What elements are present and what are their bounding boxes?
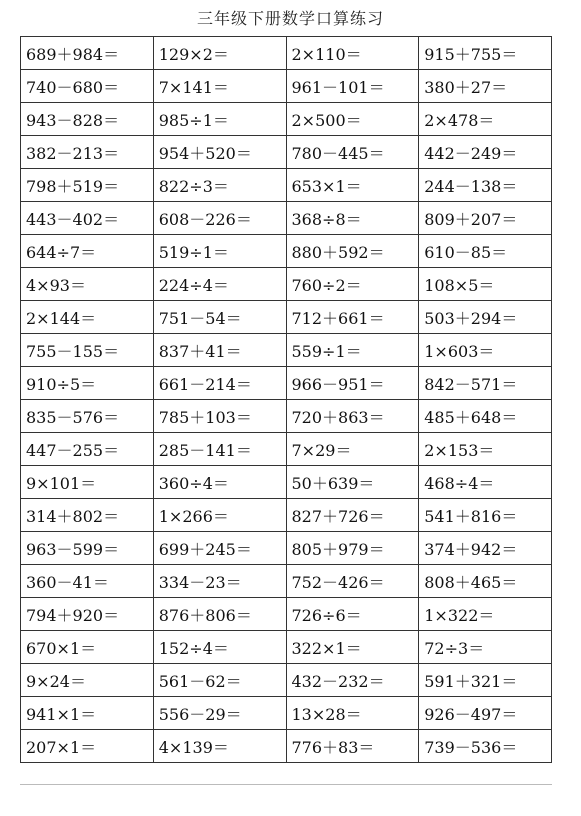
problem-cell: 108×5＝ bbox=[419, 268, 552, 301]
problem-cell: 943－828＝ bbox=[21, 103, 154, 136]
problem-cell: 368÷8＝ bbox=[286, 202, 419, 235]
problem-cell: 2×110＝ bbox=[286, 37, 419, 70]
problem-cell: 910÷5＝ bbox=[21, 367, 154, 400]
problem-cell: 7×141＝ bbox=[153, 70, 286, 103]
problem-cell: 760÷2＝ bbox=[286, 268, 419, 301]
table-row bbox=[21, 103, 552, 136]
problem-cell: 798＋519＝ bbox=[21, 169, 154, 202]
problem-cell: 207×1＝ bbox=[21, 730, 154, 763]
table-row bbox=[21, 334, 552, 367]
problem-cell: 1×322＝ bbox=[419, 598, 552, 631]
table-row bbox=[21, 532, 552, 565]
problem-cell: 7×29＝ bbox=[286, 433, 419, 466]
problem-cell: 785＋103＝ bbox=[153, 400, 286, 433]
page-title: 三年级下册数学口算练习 bbox=[196, 9, 384, 28]
problem-cell: 50＋639＝ bbox=[286, 466, 419, 499]
problem-cell: 519÷1＝ bbox=[153, 235, 286, 268]
problem-cell: 653×1＝ bbox=[286, 169, 419, 202]
problem-cell: 739－536＝ bbox=[419, 730, 552, 763]
problem-cell: 926－497＝ bbox=[419, 697, 552, 730]
bottom-divider bbox=[20, 784, 552, 785]
problem-cell: 805＋979＝ bbox=[286, 532, 419, 565]
problem-cell: 152÷4＝ bbox=[153, 631, 286, 664]
table-row bbox=[21, 598, 552, 631]
problem-cell: 129×2＝ bbox=[153, 37, 286, 70]
table-row bbox=[21, 400, 552, 433]
problem-cell: 689＋984＝ bbox=[21, 37, 154, 70]
problem-cell: 670×1＝ bbox=[21, 631, 154, 664]
problem-cell: 224÷4＝ bbox=[153, 268, 286, 301]
problem-cell: 876＋806＝ bbox=[153, 598, 286, 631]
problem-cell: 966－951＝ bbox=[286, 367, 419, 400]
problem-cell: 961－101＝ bbox=[286, 70, 419, 103]
problem-cell: 822÷3＝ bbox=[153, 169, 286, 202]
problem-cell: 661－214＝ bbox=[153, 367, 286, 400]
table-row bbox=[21, 301, 552, 334]
table-row bbox=[21, 268, 552, 301]
problem-cell: 380＋27＝ bbox=[419, 70, 552, 103]
table-row bbox=[21, 499, 552, 532]
problem-cell: 835－576＝ bbox=[21, 400, 154, 433]
problem-cell: 9×24＝ bbox=[21, 664, 154, 697]
problem-cell: 2×153＝ bbox=[419, 433, 552, 466]
problem-cell: 608－226＝ bbox=[153, 202, 286, 235]
problem-cell: 837＋41＝ bbox=[153, 334, 286, 367]
table-row bbox=[21, 631, 552, 664]
problem-cell: 827＋726＝ bbox=[286, 499, 419, 532]
problem-cell: 556－29＝ bbox=[153, 697, 286, 730]
problem-cell: 591＋321＝ bbox=[419, 664, 552, 697]
problem-cell: 954＋520＝ bbox=[153, 136, 286, 169]
problem-cell: 780－445＝ bbox=[286, 136, 419, 169]
problem-cell: 360÷4＝ bbox=[153, 466, 286, 499]
table-row bbox=[21, 70, 552, 103]
table-row bbox=[21, 697, 552, 730]
problem-cell: 699＋245＝ bbox=[153, 532, 286, 565]
problem-cell: 915＋755＝ bbox=[419, 37, 552, 70]
table-row bbox=[21, 136, 552, 169]
problem-cell: 963－599＝ bbox=[21, 532, 154, 565]
table-row bbox=[21, 730, 552, 763]
problem-cell: 432－232＝ bbox=[286, 664, 419, 697]
problem-cell: 244－138＝ bbox=[419, 169, 552, 202]
problem-cell: 9×101＝ bbox=[21, 466, 154, 499]
problem-cell: 4×93＝ bbox=[21, 268, 154, 301]
table-row bbox=[21, 367, 552, 400]
problem-cell: 794＋920＝ bbox=[21, 598, 154, 631]
problem-cell: 1×603＝ bbox=[419, 334, 552, 367]
problem-cell: 485＋648＝ bbox=[419, 400, 552, 433]
problem-cell: 374＋942＝ bbox=[419, 532, 552, 565]
problem-cell: 740－680＝ bbox=[21, 70, 154, 103]
problem-cell: 503＋294＝ bbox=[419, 301, 552, 334]
problem-cell: 382－213＝ bbox=[21, 136, 154, 169]
problem-cell: 468÷4＝ bbox=[419, 466, 552, 499]
problem-cell: 314＋802＝ bbox=[21, 499, 154, 532]
problem-cell: 360－41＝ bbox=[21, 565, 154, 598]
problem-cell: 755－155＝ bbox=[21, 334, 154, 367]
problem-cell: 751－54＝ bbox=[153, 301, 286, 334]
table-row bbox=[21, 169, 552, 202]
table-row bbox=[21, 466, 552, 499]
problem-cell: 285－141＝ bbox=[153, 433, 286, 466]
problem-cell: 776＋83＝ bbox=[286, 730, 419, 763]
problem-cell: 2×500＝ bbox=[286, 103, 419, 136]
problem-cell: 752－426＝ bbox=[286, 565, 419, 598]
problem-cell: 880＋592＝ bbox=[286, 235, 419, 268]
problem-cell: 809＋207＝ bbox=[419, 202, 552, 235]
arithmetic-table bbox=[20, 36, 552, 763]
problem-cell: 1×266＝ bbox=[153, 499, 286, 532]
problem-cell: 443－402＝ bbox=[21, 202, 154, 235]
problem-cell: 712＋661＝ bbox=[286, 301, 419, 334]
arithmetic-table-body bbox=[21, 37, 552, 763]
problem-cell: 720＋863＝ bbox=[286, 400, 419, 433]
problem-cell: 644÷7＝ bbox=[21, 235, 154, 268]
problem-cell: 2×478＝ bbox=[419, 103, 552, 136]
problem-cell: 985÷1＝ bbox=[153, 103, 286, 136]
problem-cell: 726÷6＝ bbox=[286, 598, 419, 631]
problem-cell: 561－62＝ bbox=[153, 664, 286, 697]
problem-cell: 808＋465＝ bbox=[419, 565, 552, 598]
problem-cell: 334－23＝ bbox=[153, 565, 286, 598]
problem-cell: 322×1＝ bbox=[286, 631, 419, 664]
problem-cell: 842－571＝ bbox=[419, 367, 552, 400]
table-row bbox=[21, 433, 552, 466]
table-row bbox=[21, 664, 552, 697]
table-row bbox=[21, 235, 552, 268]
problem-cell: 541＋816＝ bbox=[419, 499, 552, 532]
problem-cell: 941×1＝ bbox=[21, 697, 154, 730]
problem-cell: 4×139＝ bbox=[153, 730, 286, 763]
problem-cell: 447－255＝ bbox=[21, 433, 154, 466]
problem-cell: 2×144＝ bbox=[21, 301, 154, 334]
table-row bbox=[21, 565, 552, 598]
problem-cell: 442－249＝ bbox=[419, 136, 552, 169]
table-row bbox=[21, 202, 552, 235]
problem-cell: 72÷3＝ bbox=[419, 631, 552, 664]
problem-cell: 559÷1＝ bbox=[286, 334, 419, 367]
problem-cell: 13×28＝ bbox=[286, 697, 419, 730]
table-row bbox=[21, 37, 552, 70]
problem-cell: 610－85＝ bbox=[419, 235, 552, 268]
